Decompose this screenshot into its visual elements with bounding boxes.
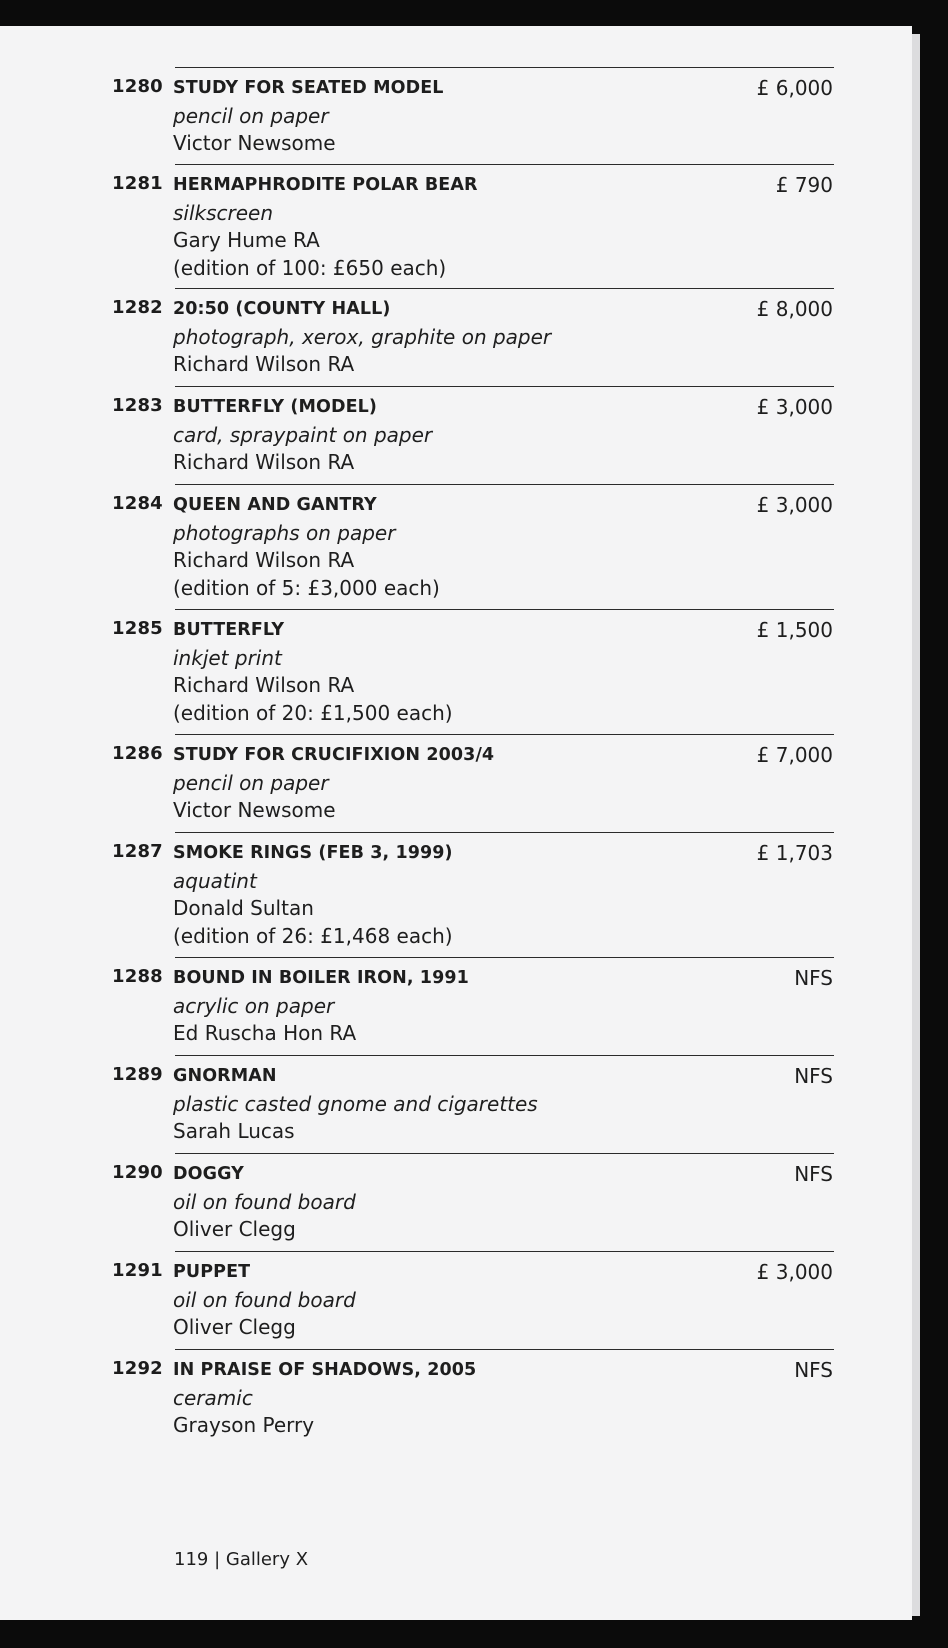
artwork-medium: acrylic on paper	[173, 993, 335, 1018]
lot-number: 1286	[112, 743, 163, 764]
divider	[175, 832, 834, 833]
lot-number: 1287	[112, 841, 163, 862]
artist-name: Richard Wilson RA	[173, 450, 355, 474]
artwork-medium: photograph, xerox, graphite on paper	[173, 324, 552, 349]
price: NFS	[794, 1358, 833, 1382]
artwork-medium: inkjet print	[173, 645, 282, 670]
artwork-medium: pencil on paper	[173, 103, 329, 128]
divider	[175, 67, 834, 68]
artist-name: Richard Wilson RA	[173, 673, 355, 697]
price: £ 3,000	[756, 1260, 833, 1284]
divider	[175, 386, 834, 387]
artwork-medium: silkscreen	[173, 200, 274, 225]
artwork-title: PUPPET	[173, 1262, 251, 1282]
artwork-medium: pencil on paper	[173, 770, 329, 795]
artwork-title: IN PRAISE OF SHADOWS, 2005	[173, 1360, 477, 1380]
lot-number: 1289	[112, 1064, 163, 1085]
artist-name: Sarah Lucas	[173, 1119, 295, 1143]
divider	[175, 734, 834, 735]
price: NFS	[794, 1162, 833, 1186]
edition-info: (edition of 100: £650 each)	[173, 255, 447, 280]
artwork-medium: ceramic	[173, 1385, 253, 1410]
divider	[175, 1251, 834, 1252]
artist-name: Oliver Clegg	[173, 1217, 296, 1241]
lot-number: 1284	[112, 493, 163, 514]
artwork-medium: aquatint	[173, 868, 257, 893]
price: NFS	[794, 966, 833, 990]
page-footer: 119 | Gallery X	[174, 1549, 309, 1570]
lot-number: 1288	[112, 966, 163, 987]
page-edge	[912, 34, 920, 1616]
artist-name: Richard Wilson RA	[173, 352, 355, 376]
artist-name: Gary Hume RA	[173, 228, 320, 252]
artwork-title: GNORMAN	[173, 1066, 277, 1086]
artwork-medium: photographs on paper	[173, 520, 396, 545]
artist-name: Richard Wilson RA	[173, 548, 355, 572]
lot-number: 1291	[112, 1260, 163, 1281]
price: £ 6,000	[756, 76, 833, 100]
artwork-title: STUDY FOR CRUCIFIXION 2003/4	[173, 745, 495, 765]
divider	[175, 609, 834, 610]
artist-name: Donald Sultan	[173, 896, 314, 920]
artwork-medium: oil on found board	[173, 1189, 356, 1214]
price: £ 7,000	[756, 743, 833, 767]
divider	[175, 1055, 834, 1056]
artwork-medium: plastic casted gnome and cigarettes	[173, 1091, 538, 1116]
artist-name: Grayson Perry	[173, 1413, 315, 1437]
price: £ 790	[775, 173, 833, 197]
artwork-title: BOUND IN BOILER IRON, 1991	[173, 968, 469, 988]
edition-info: (edition of 5: £3,000 each)	[173, 575, 440, 600]
artwork-title: STUDY FOR SEATED MODEL	[173, 78, 444, 98]
divider	[175, 484, 834, 485]
edition-info: (edition of 26: £1,468 each)	[173, 923, 453, 948]
artwork-medium: card, spraypaint on paper	[173, 422, 433, 447]
divider	[175, 957, 834, 958]
lot-number: 1292	[112, 1358, 163, 1379]
lot-number: 1290	[112, 1162, 163, 1183]
price: NFS	[794, 1064, 833, 1088]
artist-name: Victor Newsome	[173, 798, 336, 822]
artwork-title: DOGGY	[173, 1164, 244, 1184]
artwork-medium: oil on found board	[173, 1287, 356, 1312]
price: £ 3,000	[756, 395, 833, 419]
artwork-title: QUEEN AND GANTRY	[173, 495, 377, 515]
artwork-title: BUTTERFLY (MODEL)	[173, 397, 378, 417]
edition-info: (edition of 20: £1,500 each)	[173, 700, 453, 725]
artwork-title: BUTTERFLY	[173, 620, 285, 640]
price: £ 3,000	[756, 493, 833, 517]
artist-name: Victor Newsome	[173, 131, 336, 155]
divider	[175, 1349, 834, 1350]
divider	[175, 288, 834, 289]
divider	[175, 164, 834, 165]
artwork-title: 20:50 (COUNTY HALL)	[173, 299, 391, 319]
lot-number: 1280	[112, 76, 163, 97]
price: £ 8,000	[756, 297, 833, 321]
lot-number: 1283	[112, 395, 163, 416]
artwork-title: HERMAPHRODITE POLAR BEAR	[173, 175, 478, 195]
divider	[175, 1153, 834, 1154]
artwork-title: SMOKE RINGS (FEB 3, 1999)	[173, 843, 453, 863]
lot-number: 1282	[112, 297, 163, 318]
price: £ 1,703	[756, 841, 833, 865]
lot-number: 1281	[112, 173, 163, 194]
artist-name: Oliver Clegg	[173, 1315, 296, 1339]
price: £ 1,500	[756, 618, 833, 642]
lot-number: 1285	[112, 618, 163, 639]
artist-name: Ed Ruscha Hon RA	[173, 1021, 357, 1045]
